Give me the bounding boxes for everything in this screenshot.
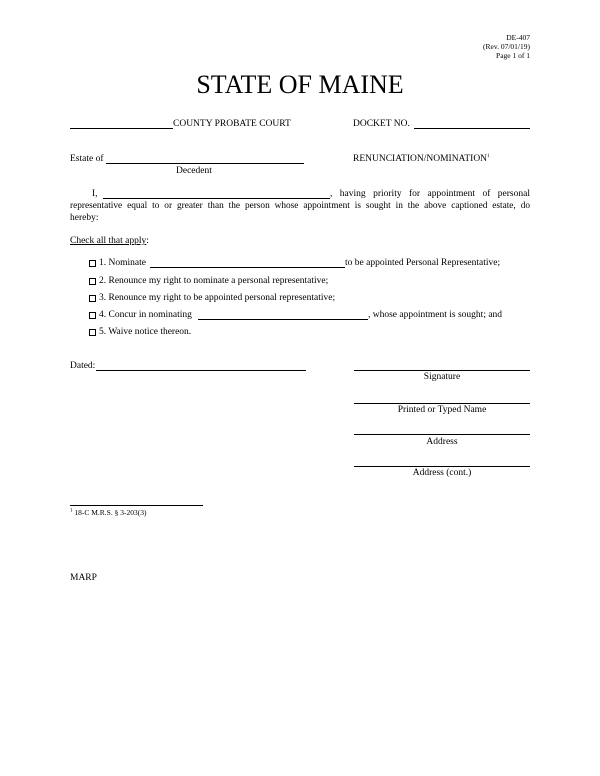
footnote-divider	[70, 505, 203, 506]
declarant-name-line[interactable]	[103, 198, 330, 199]
check-all-label: Check all that apply	[70, 236, 147, 246]
intro-line3: hereby:	[70, 213, 99, 223]
signature-label: Signature	[423, 372, 461, 382]
option-3-label: 3. Renounce my right to be appointed personal representative;	[99, 293, 336, 303]
footnote-marker: 1	[70, 508, 73, 514]
concur-nominee-line[interactable]	[198, 319, 368, 320]
address-cont-label: Address (cont.)	[412, 468, 472, 478]
address-label: Address	[426, 437, 458, 447]
footnote-text: 18-C M.R.S. § 3-203(3)	[74, 508, 147, 517]
page-number: Page 1 of 1	[496, 51, 530, 60]
option-4-prefix: 4. Concur in nominating	[99, 310, 192, 320]
option-3-checkbox[interactable]	[89, 295, 96, 302]
option-4-checkbox[interactable]	[89, 312, 96, 319]
intro-line2: representative equal to or greater than the person whose appointment is sought in the above captioned estate, do	[70, 201, 530, 211]
estate-name-line[interactable]	[106, 163, 304, 164]
address-cont-line[interactable]	[354, 466, 530, 467]
option-2	[89, 276, 328, 286]
date-line[interactable]	[96, 370, 306, 371]
footer-marp: MARP	[70, 573, 97, 583]
option-2-label: 2. Renounce my right to nominate a personal representative;	[99, 276, 329, 286]
check-all-colon: :	[146, 236, 149, 246]
docket-label: DOCKET NO.	[353, 119, 410, 129]
option-2-checkbox[interactable]	[89, 278, 96, 285]
form-revision: (Rev. 07/01/19)	[482, 42, 530, 51]
option-5-checkbox[interactable]	[89, 329, 96, 336]
page-title: STATE OF MAINE	[196, 70, 404, 99]
option-3	[89, 293, 335, 303]
printed-name-label: Printed or Typed Name	[397, 405, 487, 415]
option-1	[89, 258, 146, 268]
option-4-suffix: , whose appointment is sought; and	[368, 310, 503, 320]
court-label: COUNTY PROBATE COURT	[173, 119, 291, 129]
option-4	[89, 310, 192, 320]
document-type-label: RENUNCIATION/NOMINATION	[353, 154, 488, 165]
option-5-label: 5. Waive notice thereon.	[99, 327, 192, 337]
nominee-line[interactable]	[150, 267, 345, 268]
printed-name-line[interactable]	[354, 403, 530, 404]
signature-line[interactable]	[354, 370, 530, 371]
option-1-checkbox[interactable]	[89, 260, 96, 267]
option-1-prefix: 1. Nominate	[99, 258, 146, 268]
estate-label: Estate of	[70, 154, 104, 164]
check-all-instruction	[70, 236, 149, 246]
option-5	[89, 327, 191, 337]
intro-line1: , having priority for appointment of personal	[330, 189, 530, 199]
county-line[interactable]	[70, 128, 173, 129]
intro-i: I,	[92, 189, 98, 199]
form-number: DE-407	[506, 33, 530, 42]
footnote-ref: 1	[487, 154, 490, 159]
footnote	[70, 508, 146, 517]
option-1-suffix: to be appointed Personal Representative;	[345, 258, 501, 268]
docket-line[interactable]	[414, 128, 530, 129]
dated-label: Dated:	[70, 361, 96, 371]
document-type	[353, 154, 490, 164]
address-line[interactable]	[354, 434, 530, 435]
decedent-label: Decedent	[176, 166, 212, 176]
